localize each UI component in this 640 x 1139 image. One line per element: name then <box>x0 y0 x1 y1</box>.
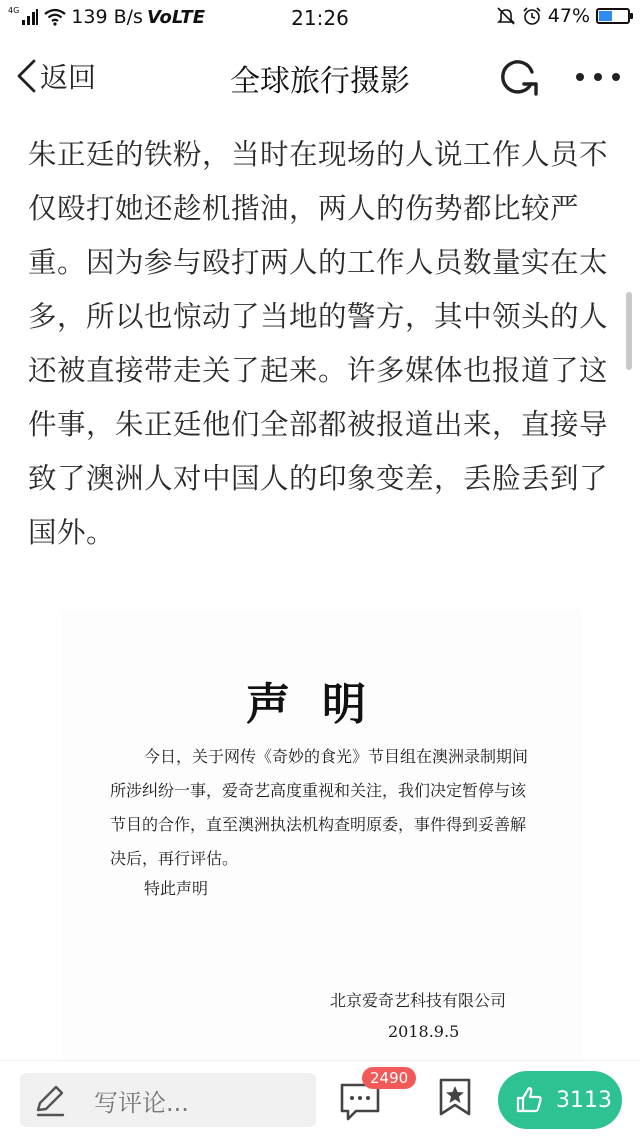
network-type: 4G <box>8 5 20 15</box>
bottom-bar <box>0 1060 640 1139</box>
statement-company: 北京爱奇艺科技有限公司 <box>330 991 507 1010</box>
scrollbar[interactable] <box>626 292 632 370</box>
battery-fill <box>599 11 612 21</box>
comment-count-badge: 2490 <box>362 1067 416 1089</box>
chevron-left-icon <box>14 58 38 94</box>
page-title: 全球旅行摄影 <box>230 64 410 99</box>
like-button[interactable] <box>498 1071 622 1129</box>
status-right <box>496 5 630 27</box>
status-bar <box>0 0 640 36</box>
battery-icon <box>596 8 630 24</box>
statement-body: 今日，关于网传《奇妙的食光》节目组在澳洲录制期间所涉纠纷一事，爱奇艺高度重视和关注，我们决定暂停与该节目的合作，直至澳洲执法机构查明原委，事件得到妥善解决后，再行评估。 <box>110 747 529 868</box>
statement-closing: 特此声明 <box>144 879 209 898</box>
comment-input[interactable] <box>20 1073 316 1127</box>
statement-image <box>62 610 582 1060</box>
article-body <box>28 128 614 560</box>
status-time: 21:26 <box>291 6 349 30</box>
battery-percent: 47% <box>547 5 590 27</box>
article-paragraph: 朱正廷的铁粉，当时在现场的人说工作人员不仅殴打她还趁机揩油，两人的伤势都比较严重。因为参与殴打两人的工作人员数量实在太多，所以也惊动了当地的警方，其中领头的人还被直接带走关了起来。许多媒体也报道了这件事，朱正廷他们全部都被报道出来，直接导致了澳洲人对中国人的印象变差，丢脸丢到了国外。 <box>28 138 609 549</box>
dot-icon <box>612 73 620 81</box>
like-icon <box>514 1085 544 1115</box>
bookmark-star-icon[interactable] <box>438 1077 472 1117</box>
back-label: 返回 <box>40 61 97 94</box>
mute-bell-icon <box>496 6 516 26</box>
network-speed: 139 B/s <box>71 6 143 28</box>
refresh-icon[interactable] <box>496 58 542 98</box>
statement-title: 声明 <box>246 679 398 730</box>
nav-bar <box>0 36 640 120</box>
dot-icon <box>594 73 602 81</box>
alarm-icon <box>522 6 542 26</box>
pen-icon <box>32 1082 68 1118</box>
volte-label: VoLTE <box>146 6 205 28</box>
comment-placeholder: 写评论... <box>94 1088 189 1117</box>
dot-icon <box>576 73 584 81</box>
back-button[interactable] <box>14 56 96 96</box>
like-count: 3113 <box>556 1087 612 1113</box>
more-options-button[interactable] <box>576 62 620 92</box>
statement-date: 2018.9.5 <box>388 1022 460 1041</box>
